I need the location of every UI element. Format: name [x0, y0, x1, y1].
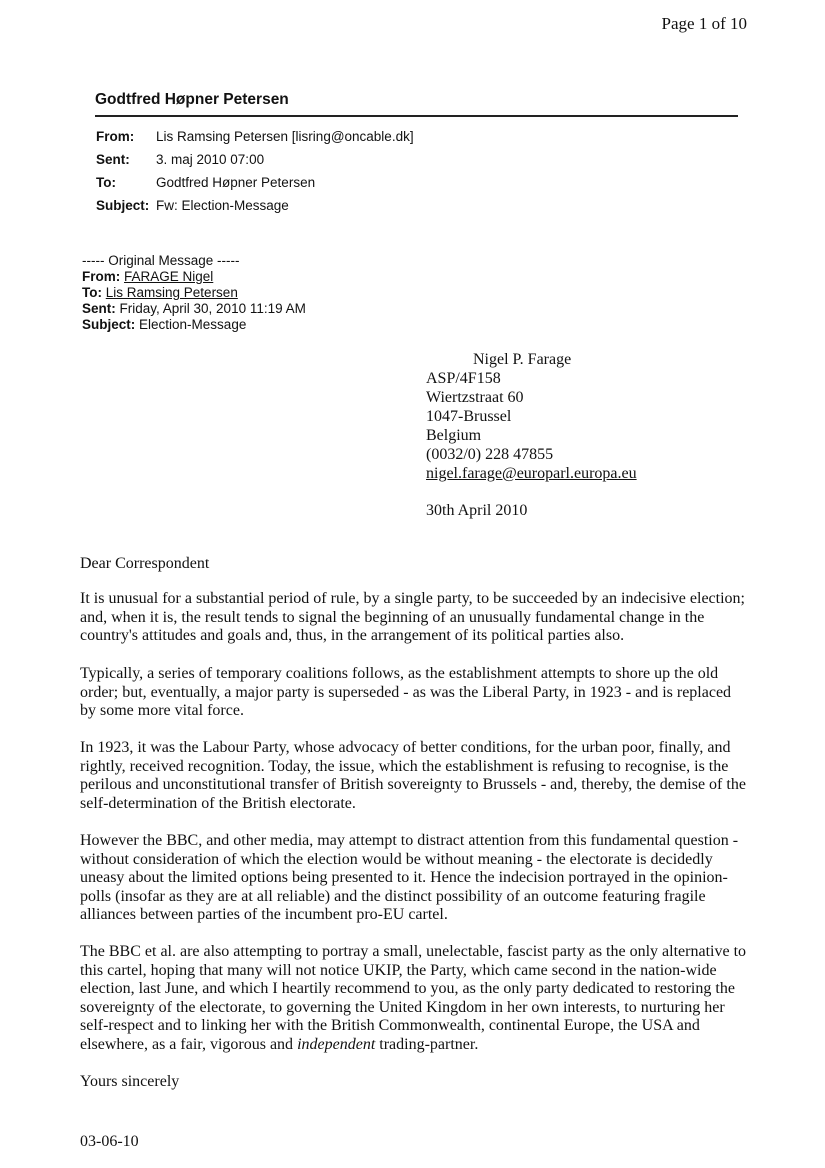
address-city: 1047-Brussel [426, 408, 512, 425]
email-from-value: Lis Ramsing Petersen [lisring@oncable.dk] [156, 129, 414, 144]
email-subject-label: Subject: [96, 198, 150, 213]
letter-paragraph-3 [80, 739, 750, 813]
address-email-link[interactable]: nigel.farage@europarl.europa.eu [426, 465, 637, 482]
paragraph-2-text: Typically, a series of temporary coalitions follows, as the establishment attempts to shore up the old order; but, eventually, a major party is superseded - as was the Liberal Party, in 1923 - and is replaced by some more vital force. [80, 665, 732, 720]
page-number: Page 1 of 10 [661, 14, 747, 33]
email-sent-row [96, 152, 264, 167]
paragraph-4-text: However the BBC, and other media, may attempt to distract attention from this fundamental question - without consideration of which the election would be without meaning - the electorate is decidedly uneasy about the limited options being presented to it. Hence the indecision portrayed in the opinion-polls (insofar as they are at all reliable) and the distinct possibility of an outcome featuring fragile alliances between parties of the incumbent pro-EU cartel. [80, 832, 739, 924]
address-country: Belgium [426, 427, 482, 444]
original-to-label: To: [82, 285, 102, 300]
email-to-label: To: [96, 175, 116, 190]
address-street: Wiertzstraat 60 [426, 389, 524, 406]
email-subject-row [96, 198, 289, 213]
footer-date: 03-06-10 [80, 1133, 139, 1150]
email-sent-label: Sent: [96, 152, 130, 167]
email-to-row [96, 175, 315, 190]
email-subject-value: Fw: Election-Message [156, 198, 289, 213]
sender-address-block [426, 350, 637, 520]
original-from-label: From: [82, 269, 121, 284]
address-name: Nigel P. Farage [473, 351, 572, 368]
original-subject-row [82, 317, 246, 333]
letter-paragraph-4 [80, 832, 750, 925]
email-from-row [96, 129, 414, 144]
original-sent-value: Friday, April 30, 2010 11:19 AM [119, 301, 306, 316]
original-from-row [82, 269, 213, 285]
email-from-label: From: [96, 129, 135, 144]
paragraph-3-text: In 1923, it was the Labour Party, whose advocacy of better conditions, for the urban poor, finally, and rightly, received recognition. Today, the issue, which the establishment is refusing to recognise, is the perilous and unconstitutional transfer of British sovereignty to Brussels - and, thereby, the demise of the self-determination of the British electorate. [80, 739, 746, 812]
original-message-heading: ----- Original Message ----- [82, 253, 240, 268]
letter-closing: Yours sincerely [80, 1073, 180, 1090]
original-sent-row [82, 301, 306, 317]
address-office: ASP/4F158 [426, 370, 501, 387]
original-subject-value: Election-Message [139, 317, 247, 332]
paragraph-1-text: It is unusual for a substantial period of rule, by a single party, to be succeeded by an indecisive election; and, when it is, the result tends to signal the beginning of an unusually fundamental change in the country's attitudes and goals and, thus, in the arrangement of its political parties also. [80, 590, 745, 645]
letter-date: 30th April 2010 [426, 502, 528, 519]
letter-paragraph-5 [80, 943, 750, 1055]
email-sent-value: 3. maj 2010 07:00 [156, 152, 265, 167]
original-to-row [82, 285, 238, 301]
original-sent-label: Sent: [82, 301, 116, 316]
paragraph-5-emphasis: independent [297, 1035, 376, 1053]
sender-name: Godtfred Høpner Petersen [95, 91, 289, 108]
original-subject-label: Subject: [82, 317, 136, 332]
letter-salutation: Dear Correspondent [80, 555, 210, 572]
paragraph-5-end: trading-partner. [375, 1035, 479, 1053]
address-phone: (0032/0) 228 47855 [426, 446, 554, 463]
original-from-link[interactable]: FARAGE Nigel [124, 269, 214, 284]
original-to-link[interactable]: Lis Ramsing Petersen [105, 285, 238, 300]
email-to-value: Godtfred Høpner Petersen [156, 175, 316, 190]
header-divider [95, 115, 738, 117]
letter-paragraph-1 [80, 590, 750, 646]
paragraph-5-start: The BBC et al. are also attempting to portray a small, unelectable, fascist party as the only alternative to this cartel, hoping that many will not notice UKIP, the Party, which came second in the nation-wide election, last June, and which I heartily recommend to you, as the only party dedicated to restoring the sovereignty of the electorate, to governing the United Kingdom in her own interests, to nurturing her self-respect and to linking her with the British Commonwealth, continental Europe, the USA and elsewhere, as a fair, vigorous and [80, 943, 747, 1053]
paragraph-5-text [80, 943, 750, 1055]
letter-paragraph-2 [80, 665, 750, 721]
